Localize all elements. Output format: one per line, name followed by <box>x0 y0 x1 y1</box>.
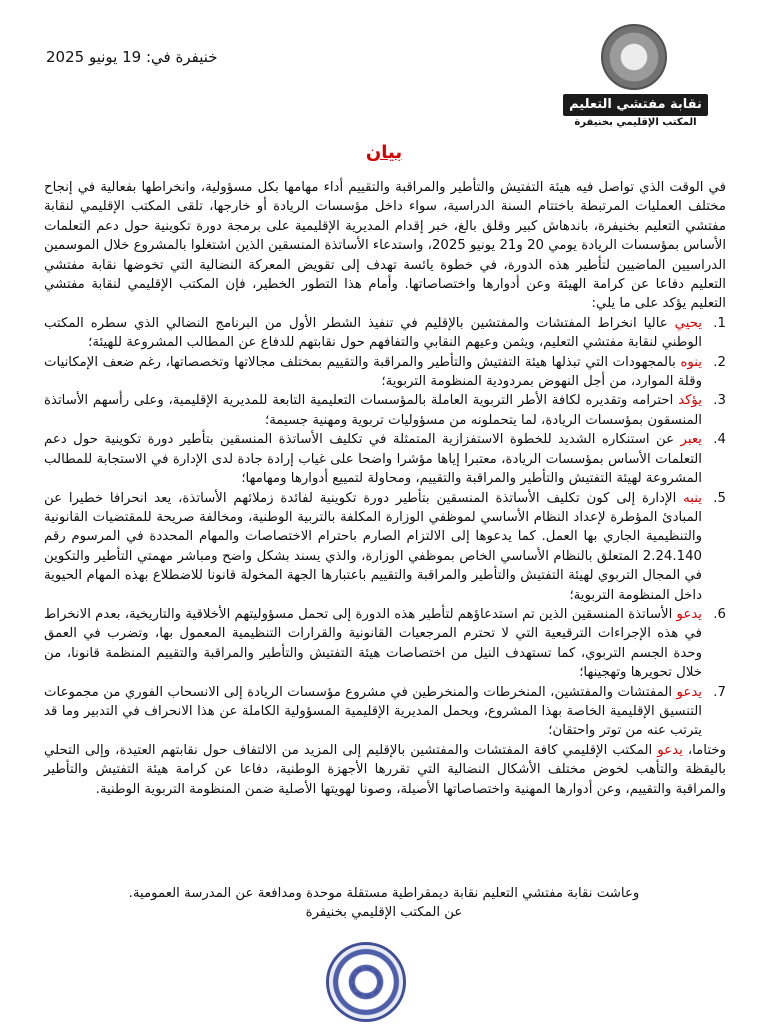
item-verb: ينوه <box>680 354 702 370</box>
document-date: خنيفرة في: 19 يونيو 2025 <box>46 48 218 66</box>
item-text: الإدارة إلى كون تكليف الأساتذة المنسقين بتأطير دورة تكوينية لفائدة زملائهم الأساتذة، يعد انحرافا خطيرا عن المبادئ المؤطرة لإعداد النظام الأساسي لموظفي الوزارة المكلفة بالتربية الوطنية، ومخالفة صريحة للمقتضيات القانونية والتنظيمية الجاري بها العمل. كما يدعوها إلى الالتزام الصارم باحترام الاختصاصات والمهام المحددة في المرسوم رقم 2.24.140 المتعلق بالنظام الأساسي الخاص بموظفي الوزارة، والذي يسند بشكل واضح ومباشر مهمتي التأطير والتكوين في المجال التربوي لهيئة التفتيش والتأطير والمراقبة والتقييم باعتبارها الجهة المخولة قانونا للاضطلاع بهذه المهام الحيوية داخل المنظومة التربوية؛ <box>44 490 702 603</box>
item-number: 1. <box>713 315 726 331</box>
list-item <box>44 314 726 353</box>
intro-paragraph: في الوقت الذي تواصل فيه هيئة التفتيش والتأطير والمراقبة والتقييم أداء مهامها بكل مسؤولية، وانخراطها بفعالية في إنجاح مختلف العمليات المرتبطة باختتام السنة الدراسية، سواء داخل مؤسسات الريادة أو خارجها، تلقى المكتب الإقليمي لنقابة مفتشي التعليم بخنيفرة، باندهاش كبير وقلق بالغ، خبر إقدام المديرية الإقليمية على برمجة دورة تكوينية حول دعم التعلمات الأساس بمؤسسات الريادة يومي 20 و21 يونيو 2025، واستدعاء الأساتذة المنسقين الذين اشتغلوا بالمشروع خلال الموسمين الدراسيين الماضيين لتأطير هذه الدورة، في خطوة يائسة تهدف إلى تقويض المعركة النضالية التي تخوضها نقابة مفتشي التعليم دفاعا عن كرامة الهيئة وعن أدوارها واختصاصاتها. وأمام هذا التطور الخطير، فإن المكتب الإقليمي لنقابة مفتشي التعليم يؤكد على ما يلي: <box>44 180 727 312</box>
item-text: المفتشات والمفتشين، المنخرطات والمنخرطين في مشروع مؤسسات الريادة إلى الانسحاب الفوري من مجموعات التنسيق الإقليمية الخاصة بهذا المشروع، ويحمل المديرية الإقليمية المسؤولية الكاملة عن هذا الانحراف في التدبير وما قد يترتب عنه من توتر واحتقان؛ <box>44 684 702 739</box>
letterhead-logo <box>553 24 718 128</box>
item-number: 6. <box>713 606 726 622</box>
closing-slogan: وعاشت نقابة مفتشي التعليم نقابة ديمقراطية مستقلة موحدة ومدافعة عن المدرسة العمومية. <box>128 886 640 901</box>
list-item <box>44 430 726 488</box>
closing-lead: وختاما، <box>682 742 726 758</box>
item-number: 7. <box>713 684 726 700</box>
item-number: 5. <box>713 490 726 506</box>
letterhead-office-name: المكتب الإقليمي بخنيفرة <box>574 117 697 128</box>
item-verb: يعبر <box>680 432 702 448</box>
item-verb: يدعو <box>676 606 702 622</box>
item-number: 3. <box>713 393 726 409</box>
item-text: عن استنكاره الشديد للخطوة الاستفزازية المتمثلة في تكليف الأساتذة المنسقين بتأطير دورة تكوينية حول دعم التعلمات الأساس بمؤسسات الريادة، معتبرا إياها مؤشرا واضحا على غياب إرادة جادة لدى الإدارة في الاستجابة للمطالب المشروعة لهيئة التفتيش والتأطير والمراقبة والتقييم، ومحاولة لتمييع أدوارها ومهامها؛ <box>44 432 702 487</box>
official-stamp-icon <box>326 942 406 1022</box>
list-item <box>44 683 726 741</box>
item-verb: ينبه <box>683 490 702 506</box>
closing-paragraph <box>44 741 726 799</box>
item-text: احترامه وتقديره لكافة الأطر التربوية العاملة بالمؤسسات التعليمية التابعة للمديرية الإقليمية، وعلى رأسهم الأساتذة المنسقون بمؤسسات الريادة، لما يتحملونه من مسؤوليات تربوية ومهنية جسيمة؛ <box>44 393 702 428</box>
item-text: بالمجهودات التي تبذلها هيئة التفتيش والتأطير والمراقبة والتقييم بمختلف مجالاتها وتخصصاتها، رغم ضعف الإمكانيات وقلة الموارد، من أجل النهوض بمردودية المنظومة التربوية؛ <box>44 354 702 390</box>
list-item <box>44 489 726 605</box>
closing-text: المكتب الإقليمي كافة المفتشات والمفتشين بالإقليم إلى المزيد من الالتفاف حول نقابتهم العتيدة، وإلى التحلي باليقظة والتأهب لخوض مختلف الأشكال النضالية التي تقررها الأجهزة الوطنية، دفاعا عن كرامة هيئة التفتيش والتأطير والمراقبة والتقييم، وعن أدوارها المهنية واختصاصاتها الأصيلة، وصونا لهويتها الأصلية ضمن المنظومة التربوية الوطنية. <box>44 742 726 797</box>
union-seal-icon <box>601 24 667 90</box>
item-text: عاليا انخراط المفتشات والمفتشين بالإقليم في تنفيذ الشطر الأول من البرنامج النضالي الذي سطره المكتب الوطني لنقابة مفتشي التعليم، ويثمن وعيهم النقابي والتفافهم حول نقابتهم للدفاع عن المطالب المشروعة للهيئة؛ <box>44 315 702 351</box>
closing-verb: يدعو <box>657 742 683 758</box>
item-text: الأساتذة المنسقين الذين تم استدعاؤهم لتأطير هذه الدورة إلى تحمل مسؤوليتهم الأخلاقية والتاريخية، بعدم الانخراط في هذه الإجراءات الترقيعية التي لا تحترم المرجعيات القانونية والقرارات التنظيمية المعمول بها، وتضرب في العمق وحدة الجسم التربوي، كما تستهدف النيل من اختصاصات هيئة التفتيش والتأطير والمراقبة والتقييم المنظمة قانونا، من خلال تحويرها وتهجينها؛ <box>44 606 702 681</box>
statement-footer <box>0 884 768 922</box>
item-verb: يحيي <box>674 315 702 331</box>
list-item <box>44 391 726 430</box>
item-verb: يؤكد <box>678 393 702 409</box>
stamp-emblem-icon <box>351 967 381 997</box>
list-item <box>44 353 726 392</box>
list-item <box>44 605 726 683</box>
points-list <box>44 314 726 741</box>
item-number: 4. <box>713 432 726 448</box>
statement-title: بيان <box>365 142 403 163</box>
item-verb: يدعو <box>676 684 702 700</box>
signature-line: عن المكتب الإقليمي بخنيفرة <box>305 905 463 920</box>
item-number: 2. <box>713 354 726 370</box>
letterhead-union-name: نقابة مفتشي التعليم <box>563 94 708 116</box>
statement-body <box>44 178 726 799</box>
